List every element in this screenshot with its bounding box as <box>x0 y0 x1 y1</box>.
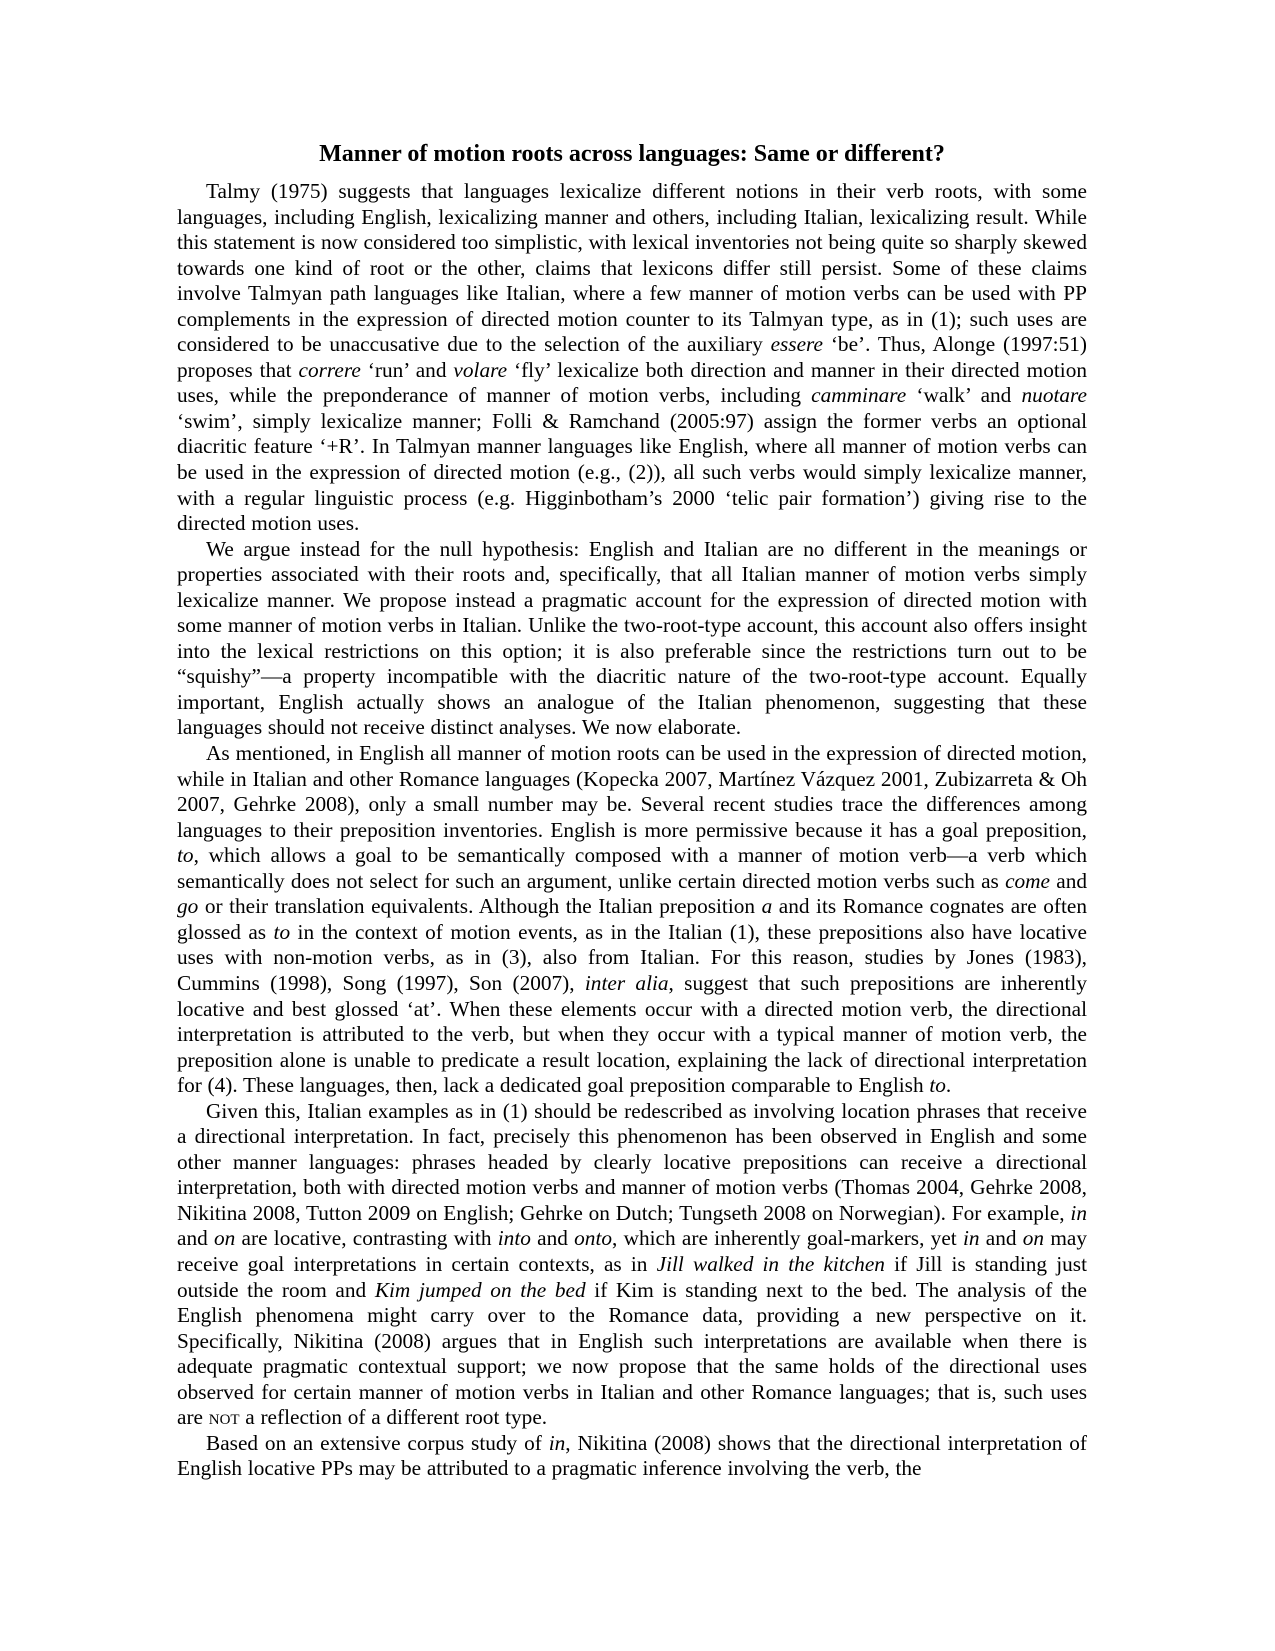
text-run: in <box>1070 1200 1087 1225</box>
paragraph-1 <box>177 179 1087 537</box>
text-run: into <box>497 1226 531 1251</box>
text-run: and <box>1050 868 1087 893</box>
text-run: , which allows a goal to be semantically composed with a manner of motion verb—a verb which semantically does not select for such an argument, unlike certain directed motion verbs such as <box>177 843 1087 893</box>
text-run: and its Romance cognates are often glossed as <box>177 894 1087 944</box>
text-run: Talmy (1975) suggests that languages lexicalize different notions in their verb roots, with some languages, including English, lexicalizing manner and others, including Italian, lexicalizing result. While this statement is now considered too simplistic, with lexical inventories not being quite so sharply skewed towards one kind of root or the other, claims that lexicons differ still persist. Some of these claims involve Talmyan path languages like Italian, where a few manner of motion verbs can be used with PP complements in the expression of directed motion counter to its Talmyan type, as in (1); such uses are considered to be unaccusative due to the selection of the auxiliary <box>177 179 1087 357</box>
text-run: Jill walked in the kitchen <box>656 1251 885 1276</box>
text-run: in the context of motion events, as in the Italian (1), these prepositions also have locative uses with non-motion verbs, as in (3), also from Italian. For this reason, studies by Jones (1983), Cummins (1998), Song (1997), Son (2007), <box>177 919 1087 995</box>
text-run: Kim jumped on the bed <box>374 1277 586 1302</box>
text-run: , Nikitina (2008) shows that the directional interpretation of English locative PPs may be attributed to a pragmatic inference involving the verb, the <box>177 1430 1087 1481</box>
text-run: to <box>177 843 194 868</box>
text-run: ‘walk’ and <box>906 383 1022 408</box>
text-run: ‘fly’ lexicalize both direction and manner in their directed motion uses, while the preponderance of manner of motion verbs, including <box>177 357 1087 408</box>
text-run: go <box>177 894 199 919</box>
text-run: come <box>1005 868 1051 893</box>
text-run: inter alia <box>584 970 669 995</box>
text-run: correre <box>298 357 361 382</box>
text-run: , suggest that such prepositions are inherently locative and best glossed ‘at’. When these elements occur with a directed motion verb, the directional interpretation is attributed to the verb, but when they occur with a typical manner of motion verb, the preposition alone is unable to predicate a result location, explaining the lack of directional interpretation for (4). These languages, then, lack a dedicated goal preposition comparable to English <box>177 970 1087 1098</box>
text-run: not <box>208 1405 240 1430</box>
text-run: may receive goal interpretations in certain contexts, as in <box>177 1226 1087 1276</box>
text-run: We argue instead for the null hypothesis: English and Italian are no different in the meanings or properties associated with their roots and, specifically, that all Italian manner of motion verbs simply lexicalize manner. We propose instead a pragmatic account for the expression of directed motion with some manner of motion verbs in Italian. Unlike the two-root-type account, this account also offers insight into the lexical restrictions on this option; it is also preferable since the restrictions turn out to be “squishy”—a property incompatible with the diacritic nature of the two-root-type account. Equally important, English actually shows an analogue of the Italian phenomenon, suggesting that these languages should not receive distinct analyses. We now elaborate. <box>177 536 1087 740</box>
text-run: ‘be’. Thus, Alonge (1997:51) proposes that <box>177 332 1087 382</box>
paragraph-4 <box>177 1099 1087 1431</box>
text-run: nuotare <box>1021 383 1087 408</box>
text-run: Given this, Italian examples as in (1) should be redescribed as involving location phrases that receive a directional interpretation. In fact, precisely this phenomenon has been observed in English and some other manner languages: phrases headed by clearly locative prepositions can receive a directional interpretation, both with directed motion verbs and manner of motion verbs (Thomas 2004, Gehrke 2008, Nikitina 2008, Tutton 2009 on English; Gehrke on Dutch; Tungseth 2008 on Norwegian). For example, <box>177 1098 1087 1225</box>
text-run: ‘run’ and <box>360 357 454 382</box>
document-page <box>177 140 1087 1482</box>
text-run: and <box>979 1226 1023 1251</box>
text-run: if Kim is standing next to the bed. The analysis of the English phenomena might carry over to the Romance data, providing a new perspective on it. Specifically, Nikitina (2008) argues that in English such interpretations are available when there is adequate pragmatic contextual support; we now propose that the same holds of the directional uses observed for certain manner of motion verbs in Italian and other Romance languages; that is, such uses are <box>177 1277 1087 1430</box>
text-run: Based on an extensive corpus study of <box>206 1430 549 1455</box>
text-run: in <box>548 1430 566 1455</box>
text-run: . <box>945 1073 952 1098</box>
paragraph-2 <box>177 537 1087 741</box>
text-run: essere <box>770 332 823 357</box>
paper-title: Manner of motion roots across languages: Same or different? <box>319 141 945 167</box>
paper-body <box>177 179 1087 1482</box>
text-run: a <box>761 894 773 919</box>
text-run: are locative, contrasting with <box>235 1226 498 1251</box>
text-run: onto <box>574 1226 613 1251</box>
text-run: if Jill is standing just outside the room and <box>177 1251 1087 1302</box>
text-run: to <box>273 919 291 944</box>
text-run: in <box>962 1226 980 1251</box>
text-run: on <box>214 1226 236 1251</box>
text-run: ‘swim’, simply lexicalize manner; Folli & Ramchand (2005:97) assign the former verbs an optional diacritic feature ‘+R’. In Talmyan manner languages like English, where all manner of motion verbs can be used in the expression of directed motion (e.g., (2)), all such verbs would simply lexicalize manner, with a regular linguistic process (e.g. Higginbotham’s 2000 ‘telic pair formation’) giving rise to the directed motion uses. <box>177 408 1087 536</box>
text-run: to <box>929 1073 946 1098</box>
text-run: or their translation equivalents. Although the Italian preposition <box>198 894 762 919</box>
text-run: a reflection of a different root type. <box>239 1405 548 1430</box>
text-run: on <box>1022 1226 1045 1251</box>
text-run: , which are inherently goal-markers, yet <box>612 1226 963 1251</box>
text-run: and <box>530 1226 575 1251</box>
text-run: camminare <box>811 383 907 408</box>
text-run: and <box>177 1226 214 1251</box>
paragraph-5 <box>177 1431 1087 1482</box>
paragraph-3 <box>177 741 1087 1099</box>
text-run: volare <box>453 357 508 382</box>
text-run: As mentioned, in English all manner of motion roots can be used in the expression of directed motion, while in Italian and other Romance languages (Kopecka 2007, Martínez Vázquez 2001, Zubizarreta & Oh 2007, Gehrke 2008), only a small number may be. Several recent studies trace the differences among languages to their preposition inventories. English is more permissive because it has a goal preposition, <box>177 741 1087 842</box>
